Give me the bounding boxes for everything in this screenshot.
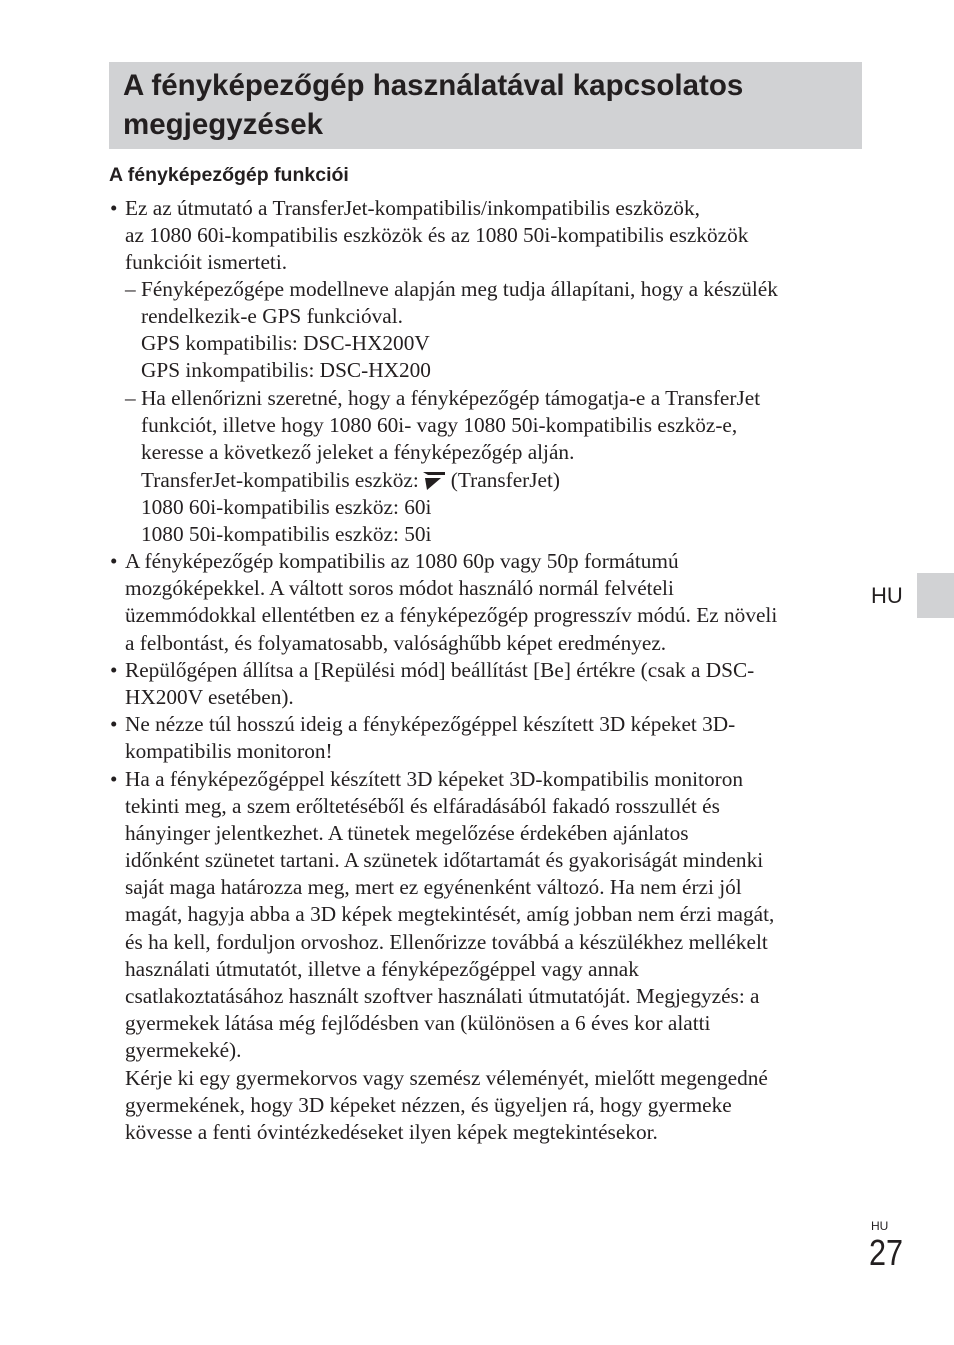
- transferjet-icon: [423, 472, 445, 490]
- text-line: és ha kell, forduljon orvoshoz. Ellenőrizze továbbá a készülékhez mellékelt: [125, 930, 768, 954]
- text-line: GPS kompatibilis: DSC-HX200V: [141, 331, 430, 355]
- text-line: üzemmódokkal ellentétben ez a fényképezőgép progresszív módú. Ez növeli: [125, 603, 778, 627]
- text-line: gyermekeké).: [125, 1038, 242, 1062]
- text-line: használati útmutatót, illetve a fényképezőgéppel vagy annak: [125, 957, 639, 981]
- text-line: Ha ellenőrizni szeretné, hogy a fényképezőgép támogatja-e a TransferJet: [141, 386, 761, 410]
- text-line: magát, hagyja abba a 3D képek megtekintését, amíg jobban nem érzi magát,: [125, 902, 775, 926]
- text-line: A fényképezőgép kompatibilis az 1080 60p vagy 50p formátumú: [125, 549, 679, 573]
- dash-marker: –: [125, 277, 136, 301]
- text-line: az 1080 60i-kompatibilis eszközök és az 1080 50i-kompatibilis eszközök: [125, 223, 749, 247]
- text-line: gyermekének, hogy 3D képeket nézzen, és ügyeljen rá, hogy gyermeke: [125, 1093, 732, 1117]
- text-line: funkciót, illetve hogy 1080 60i- vagy 1080 50i-kompatibilis eszköz-e,: [141, 413, 738, 437]
- text-line: gyermekek látása még fejlődésben van (különösen a 6 éves kor alatti: [125, 1011, 711, 1035]
- text-line: kompatibilis monitoron!: [125, 739, 333, 763]
- bullet-marker: •: [110, 196, 118, 220]
- text-line: Kérje ki egy gyermekorvos vagy szemész véleményét, mielőtt megengedné: [125, 1066, 768, 1090]
- page-title: A fényképezőgép használatával kapcsolatos megjegyzések: [123, 69, 744, 141]
- bullet-marker: •: [110, 767, 118, 791]
- text-line: kövesse a fenti óvintézkedéseket ilyen képek megtekintésekor.: [125, 1120, 658, 1144]
- text-line: hányinger jelentkezhet. A tünetek megelőzése érdekében ajánlatos: [125, 821, 689, 845]
- text-line: a felbontást, és folyamatosabb, valósághűbb képet eredményez.: [125, 631, 667, 655]
- bullet-marker: •: [110, 658, 118, 682]
- text-line: Repülőgépen állítsa a [Repülési mód] beállítást [Be] értékre (csak a DSC-: [125, 658, 755, 682]
- text-line: [141, 467, 560, 494]
- transferjet-label: TransferJet-kompatibilis eszköz:: [141, 468, 419, 492]
- bullet-marker: •: [110, 712, 118, 736]
- text-line: funkcióit ismerteti.: [125, 250, 288, 274]
- section-heading: A fényképezőgép funkciói: [109, 164, 349, 186]
- text-line: Fényképezőgépe modellneve alapján meg tudja állapítani, hogy a készülék: [141, 277, 778, 301]
- text-line: GPS inkompatibilis: DSC-HX200: [141, 358, 431, 382]
- bullet-marker: •: [110, 549, 118, 573]
- text-line: rendelkezik-e GPS funkcióval.: [141, 304, 403, 328]
- dash-marker: –: [125, 386, 136, 410]
- text-line: mozgóképekkel. A váltott soros módot használó normál felvételi: [125, 576, 674, 600]
- text-line: Ez az útmutató a TransferJet-kompatibilis/inkompatibilis eszközök,: [125, 196, 700, 220]
- text-line: keresse a következő jeleket a fényképezőgép alján.: [141, 440, 575, 464]
- language-side-tab: [917, 573, 954, 618]
- page-number: 27: [869, 1232, 904, 1273]
- text-line: Ha a fényképezőgéppel készített 3D képeket 3D-kompatibilis monitoron: [125, 767, 744, 791]
- text-line: saját maga határozza meg, mert ez egyénenként változó. Ha nem érzi jól: [125, 875, 742, 899]
- page-language-code: HU: [871, 1219, 889, 1233]
- text-line: 1080 50i-kompatibilis eszköz: 50i: [141, 522, 432, 546]
- text-line: tekinti meg, a szem erőltetéséből és elfáradásából fakadó rosszullét és: [125, 794, 720, 818]
- text-line: időnként szünetet tartani. A szünetek időtartamát és gyakoriságát mindenki: [125, 848, 764, 872]
- title-band: [109, 62, 862, 149]
- text-line: Ne nézze túl hosszú ideig a fényképezőgéppel készített 3D képeket 3D-: [125, 712, 736, 736]
- text-line: 1080 60i-kompatibilis eszköz: 60i: [141, 495, 432, 519]
- language-tab-label: HU: [871, 583, 903, 608]
- text-line: csatlakoztatásához használt szoftver használati útmutatóját. Megjegyzés: a: [125, 984, 760, 1008]
- transferjet-name: (TransferJet): [450, 468, 561, 492]
- text-line: HX200V esetében).: [125, 685, 294, 709]
